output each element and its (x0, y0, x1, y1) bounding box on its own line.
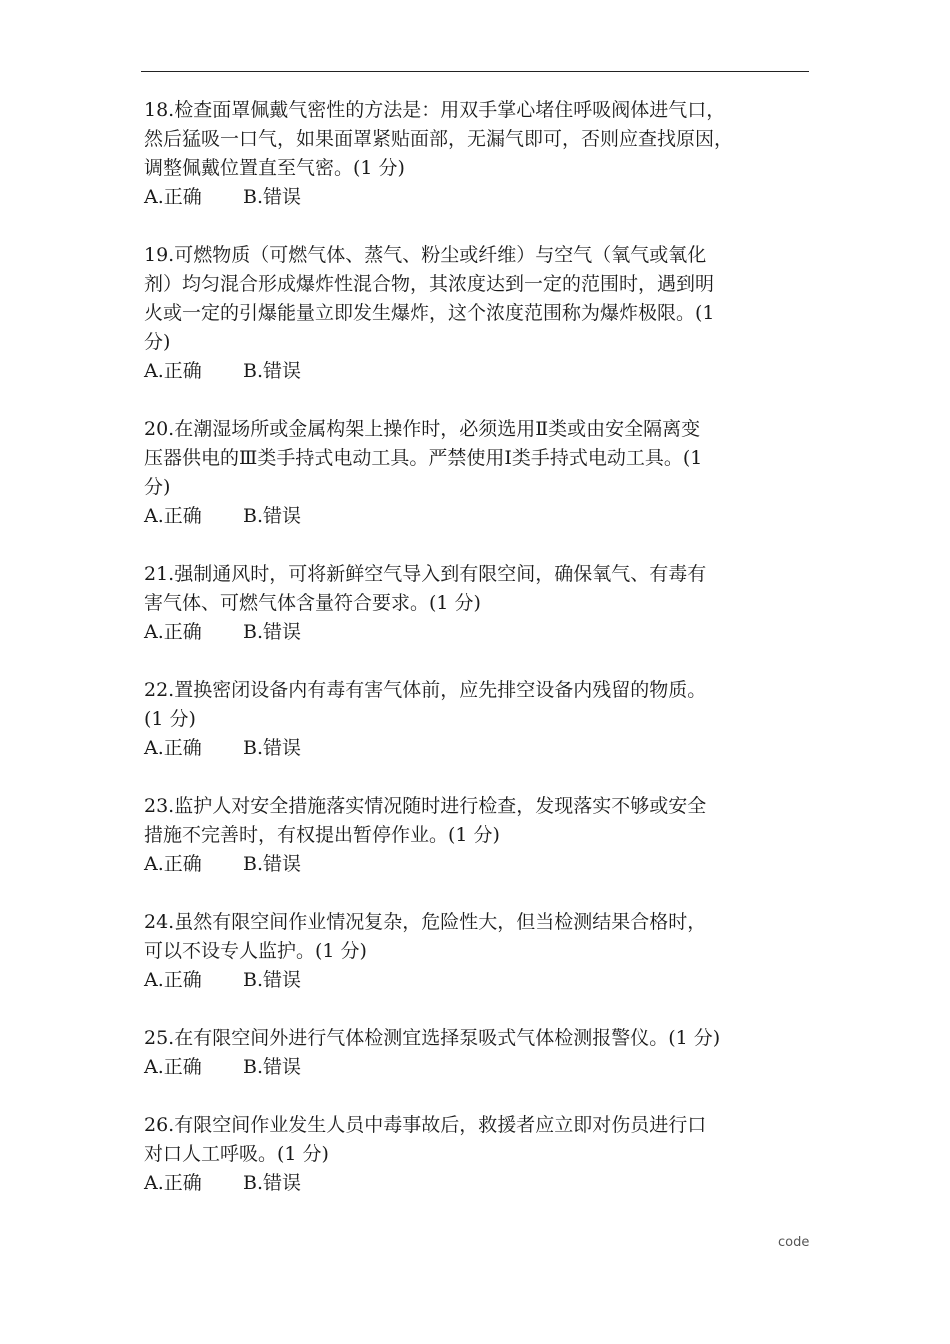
option-a[interactable]: A.正确 (144, 853, 202, 875)
answer-options (144, 1053, 812, 1082)
answer-options (144, 966, 812, 995)
option-b[interactable]: B.错误 (243, 360, 302, 382)
question-text: 19.可燃物质（可燃气体、蒸气、粉尘或纤维）与空气（氧气或氧化 剂）均匀混合形成爆炸性混合物，其浓度达到一定的范围时，遇到明 火或一定的引爆能量立即发生爆炸，这个浓度范围称为爆炸极限。(1 分) (144, 244, 715, 353)
question-text: 22.置换密闭设备内有毒有害气体前，应先排空设备内残留的物质。 (1 分) (144, 679, 707, 730)
option-a[interactable]: A.正确 (144, 621, 202, 643)
question-text: 20.在潮湿场所或金属构架上操作时，必须选用Ⅱ类或由安全隔离变 压器供电的Ⅲ类手持式电动工具。严禁使用Ⅰ类手持式电动工具。(1 分) (144, 418, 703, 498)
question-item (144, 560, 812, 647)
option-b[interactable]: B.错误 (243, 621, 302, 643)
option-a[interactable]: A.正确 (144, 969, 202, 991)
answer-options (144, 502, 812, 531)
question-item (144, 908, 812, 995)
option-b[interactable]: B.错误 (243, 186, 302, 208)
question-text: 25.在有限空间外进行气体检测宜选择泵吸式气体检测报警仪。(1 分) (144, 1027, 721, 1049)
question-text: 21.强制通风时，可将新鲜空气导入到有限空间，确保氧气、有毒有 害气体、可燃气体含量符合要求。(1 分) (144, 563, 707, 614)
question-item (144, 415, 812, 531)
question-text: 18.检查面罩佩戴气密性的方法是：用双手掌心堵住呼吸阀体进气口， 然后猛吸一口气，如果面罩紧贴面部，无漏气即可，否则应查找原因， 调整佩戴位置直至气密。(1 分) (144, 99, 734, 179)
option-a[interactable]: A.正确 (144, 360, 202, 382)
question-text: 24.虽然有限空间作业情况复杂，危险性大，但当检测结果合格时， 可以不设专人监护。(1 分) (144, 911, 707, 962)
question-item (144, 792, 812, 879)
option-b[interactable]: B.错误 (243, 1056, 302, 1078)
question-item (144, 241, 812, 386)
option-b[interactable]: B.错误 (243, 969, 302, 991)
answer-options (144, 734, 812, 763)
answer-options (144, 618, 812, 647)
answer-options (144, 850, 812, 879)
question-item (144, 1111, 812, 1198)
answer-options (144, 183, 812, 212)
question-item (144, 1024, 812, 1082)
option-b[interactable]: B.错误 (243, 853, 302, 875)
footer-label: code (778, 1235, 810, 1250)
question-text: 26.有限空间作业发生人员中毒事故后，救援者应立即对伤员进行口 对口人工呼吸。(1 分) (144, 1114, 707, 1165)
answer-options (144, 1169, 812, 1198)
question-item (144, 96, 812, 212)
option-a[interactable]: A.正确 (144, 505, 202, 527)
header-rule (141, 71, 809, 72)
option-b[interactable]: B.错误 (243, 505, 302, 527)
option-a[interactable]: A.正确 (144, 737, 202, 759)
option-a[interactable]: A.正确 (144, 1172, 202, 1194)
question-list (144, 96, 812, 1227)
question-text: 23.监护人对安全措施落实情况随时进行检查，发现落实不够或安全 措施不完善时，有权提出暂停作业。(1 分) (144, 795, 707, 846)
option-b[interactable]: B.错误 (243, 737, 302, 759)
option-b[interactable]: B.错误 (243, 1172, 302, 1194)
option-a[interactable]: A.正确 (144, 186, 202, 208)
question-item (144, 676, 812, 763)
answer-options (144, 357, 812, 386)
option-a[interactable]: A.正确 (144, 1056, 202, 1078)
